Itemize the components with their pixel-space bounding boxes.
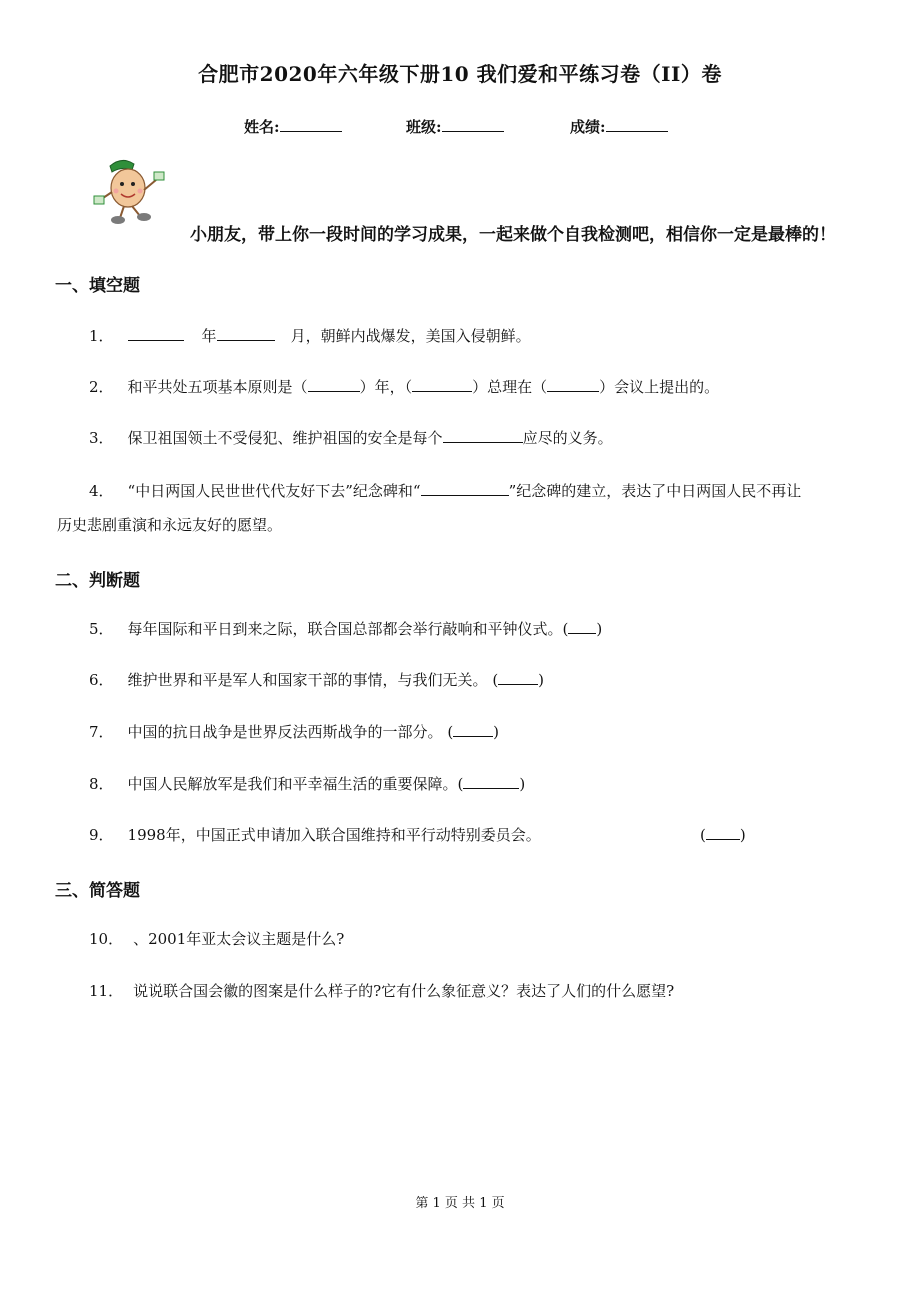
question-9-answer xyxy=(700,825,746,845)
name-label: 姓名: xyxy=(244,118,280,136)
question-number: 11． xyxy=(89,982,124,1000)
question-6 xyxy=(89,670,544,690)
question-4-continued: 历史悲剧重演和永远友好的愿望。 xyxy=(57,516,283,534)
question-number: 1． xyxy=(89,327,114,345)
question-4 xyxy=(89,481,801,501)
answer-blank[interactable] xyxy=(706,825,740,840)
class-blank[interactable] xyxy=(442,117,504,132)
question-text: 中国的抗日战争是世界反法西斯战争的一部分。 ( xyxy=(127,723,454,741)
class-field xyxy=(406,116,504,137)
answer-blank[interactable] xyxy=(217,326,275,341)
question-text: ) xyxy=(538,671,545,689)
answer-blank[interactable] xyxy=(547,377,599,392)
class-label: 班级: xyxy=(406,118,442,136)
question-3 xyxy=(89,428,613,448)
score-field xyxy=(570,116,668,137)
question-text: ( xyxy=(700,826,706,844)
question-number: 6． xyxy=(89,671,114,689)
name-blank[interactable] xyxy=(280,117,342,132)
question-text: 保卫祖国领土不受侵犯、维护祖国的安全是每个 xyxy=(127,429,443,447)
question-text: 每年国际和平日到来之际，联合国总部都会举行敲响和平钟仪式。( xyxy=(127,620,569,638)
question-text: ”纪念碑的建立，表达了中日两国人民不再让 xyxy=(508,482,802,500)
question-text: 维护世界和平是军人和国家干部的事情，与我们无关。 ( xyxy=(127,671,499,689)
question-text: ) xyxy=(596,620,603,638)
question-text: 、2001年亚太会议主题是什么? xyxy=(133,930,345,948)
name-field xyxy=(244,116,342,137)
question-number: 5． xyxy=(89,620,114,638)
answer-blank[interactable] xyxy=(463,774,519,789)
intro-text: 小朋友，带上你一段时间的学习成果，一起来做个自我检测吧，相信你一定是最棒的！ xyxy=(190,225,836,245)
answer-blank[interactable] xyxy=(128,326,184,341)
question-number: 4． xyxy=(89,482,114,500)
question-text: ) xyxy=(739,826,746,844)
score-label: 成绩: xyxy=(570,118,606,136)
score-blank[interactable] xyxy=(606,117,668,132)
question-2 xyxy=(89,377,719,397)
question-10 xyxy=(89,929,344,949)
question-text: ）年，（ xyxy=(359,378,413,396)
question-8 xyxy=(89,774,525,794)
question-text: 月，朝鲜内战爆发，美国入侵朝鲜。 xyxy=(290,327,531,345)
answer-blank[interactable] xyxy=(412,377,472,392)
question-number: 8． xyxy=(89,775,114,793)
question-text: 和平共处五项基本原则是（ xyxy=(127,378,308,396)
question-7 xyxy=(89,722,499,742)
answer-blank[interactable] xyxy=(443,428,523,443)
section-true-false: 二、判断题 xyxy=(55,571,140,591)
question-text: 说说联合国会徽的图案是什么样子的?它有什么象征意义？表达了人们的什么愿望? xyxy=(133,982,675,1000)
question-text: 年 xyxy=(201,327,217,345)
question-number: 9． xyxy=(89,826,114,844)
answer-blank[interactable] xyxy=(453,722,493,737)
answer-blank[interactable] xyxy=(421,481,509,496)
question-text: “中日两国人民世世代代友好下去”纪念碑和“ xyxy=(127,482,421,500)
question-text: 应尽的义务。 xyxy=(522,429,613,447)
question-text: ）会议上提出的。 xyxy=(599,378,720,396)
question-text: 1998年，中国正式申请加入联合国维持和平行动特别委员会。 xyxy=(127,826,541,844)
page-footer: 第 1 页 共 1 页 xyxy=(415,1196,505,1211)
question-number: 10． xyxy=(89,930,124,948)
answer-blank[interactable] xyxy=(498,670,538,685)
page-title: 合肥市2020年六年级下册10 我们爱和平练习卷（II）卷 xyxy=(198,62,722,86)
mascot-icon xyxy=(92,156,172,228)
section-short-answer: 三、简答题 xyxy=(55,881,140,901)
question-text: ）总理在（ xyxy=(472,378,548,396)
answer-blank[interactable] xyxy=(568,619,596,634)
question-11 xyxy=(89,981,674,1001)
question-9 xyxy=(89,825,541,845)
question-text: ) xyxy=(493,723,500,741)
question-number: 3． xyxy=(89,429,114,447)
question-text: ) xyxy=(519,775,526,793)
section-fill-in: 一、填空题 xyxy=(55,276,140,296)
question-number: 7． xyxy=(89,723,114,741)
question-number: 2． xyxy=(89,378,114,396)
question-text: 中国人民解放军是我们和平幸福生活的重要保障。( xyxy=(127,775,464,793)
answer-blank[interactable] xyxy=(308,377,360,392)
question-5 xyxy=(89,619,602,639)
question-1 xyxy=(89,326,531,346)
